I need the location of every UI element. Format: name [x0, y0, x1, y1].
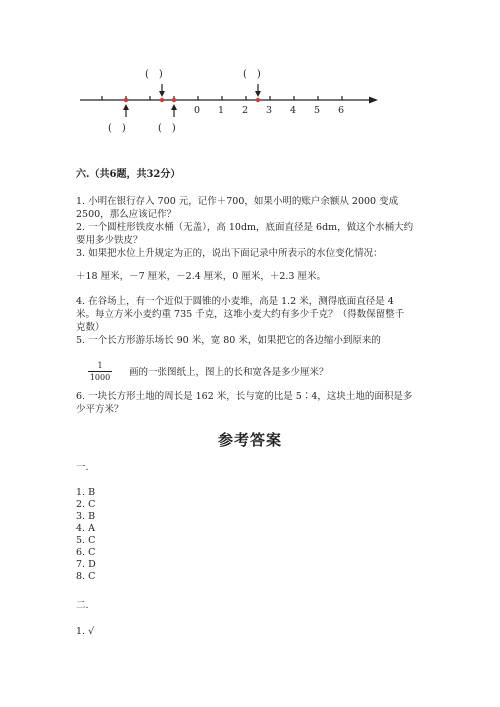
answer-item: 3. B — [76, 511, 96, 522]
question-4-line-3: 克数） — [76, 322, 105, 333]
question-3-line-1: 3. 如果把水位上升规定为正的，说出下面记录中所表示的水位变化情况： — [76, 248, 383, 259]
bottom-blank-left: ( ) — [108, 123, 126, 134]
point-b — [160, 98, 164, 102]
question-4-line-1: 4. 在谷场上，有一个近似于圆锥的小麦堆，高是 1.2 米，测得底面直径是 4 — [76, 296, 394, 307]
answer-item: 6. C — [76, 547, 96, 558]
question-1-line-2: 2500，那么应该记作？ — [76, 209, 177, 220]
answer-item: 1. B — [76, 487, 96, 498]
answers-part-2-heading: 二. — [76, 600, 89, 611]
question-6-line-2: 少平方米？ — [76, 404, 124, 415]
question-5-line-2: 画的一张图纸上，图上的长和宽各是多少厘米？ — [129, 367, 329, 378]
answer-item: 8. C — [76, 571, 96, 582]
question-6-line-1: 6. 一块长方形土地的周长是 162 米，长与宽的比是 5∶4，这块土地的面积是多 — [76, 391, 413, 402]
point-c — [172, 98, 176, 102]
answer-item: 1. √ — [76, 626, 95, 637]
answer-item: 7. D — [76, 559, 96, 570]
point-a — [124, 98, 128, 102]
answer-item: 4. A — [76, 523, 95, 534]
question-4-line-2: 米。每立方米小麦约重 735 千克，这堆小麦大约有多少千克？（得数保留整千 — [76, 309, 405, 320]
top-blank-right: ( ) — [243, 69, 261, 80]
question-5-fraction — [88, 361, 112, 382]
tick-label-6: 6 — [338, 105, 345, 116]
tick-label-2: 2 — [242, 105, 249, 116]
answers-part-1-heading: 一. — [76, 462, 89, 473]
question-3-line-2: ＋18 厘米，－7 厘米，－2.4 厘米，0 厘米，＋2.3 厘米。 — [76, 271, 326, 282]
question-2-line-2: 要用多少铁皮？ — [76, 235, 143, 246]
section-6-heading: 六.（共6题，共32分） — [76, 169, 181, 180]
question-2-line-1: 2. 一个圆柱形铁皮水桶（无盖），高 10dm，底面直径是 6dm，做这个水桶大约 — [76, 222, 414, 233]
axis-arrowhead — [369, 97, 378, 104]
tick-label-1: 1 — [218, 105, 225, 116]
tick-label-4: 4 — [290, 105, 297, 116]
answers-title: 参考答案 — [217, 431, 282, 449]
fraction-numerator: 1 — [97, 361, 103, 370]
question-1-line-1: 1. 小明在银行存入 700 元，记作＋700，如果小明的账户余额从 2000 变成 — [76, 196, 399, 207]
fraction-bar — [88, 371, 112, 372]
question-5-line-1: 5. 一个长方形游乐场长 90 米，宽 80 米，如果把它的各边缩小到原来的 — [76, 335, 381, 346]
answer-item: 5. C — [76, 535, 96, 546]
bottom-arrowheads — [123, 104, 177, 110]
tick-label-5: 5 — [314, 105, 321, 116]
point-d — [256, 98, 260, 102]
answer-item: 2. C — [76, 499, 96, 510]
tick-label-3: 3 — [266, 105, 273, 116]
bottom-arrows — [126, 106, 174, 117]
top-blank-left: ( ) — [145, 69, 163, 80]
fraction-denominator: 1000 — [89, 373, 111, 382]
tick-label-0: 0 — [194, 105, 201, 116]
bottom-blank-right: ( ) — [158, 123, 176, 134]
top-arrows — [162, 84, 258, 95]
